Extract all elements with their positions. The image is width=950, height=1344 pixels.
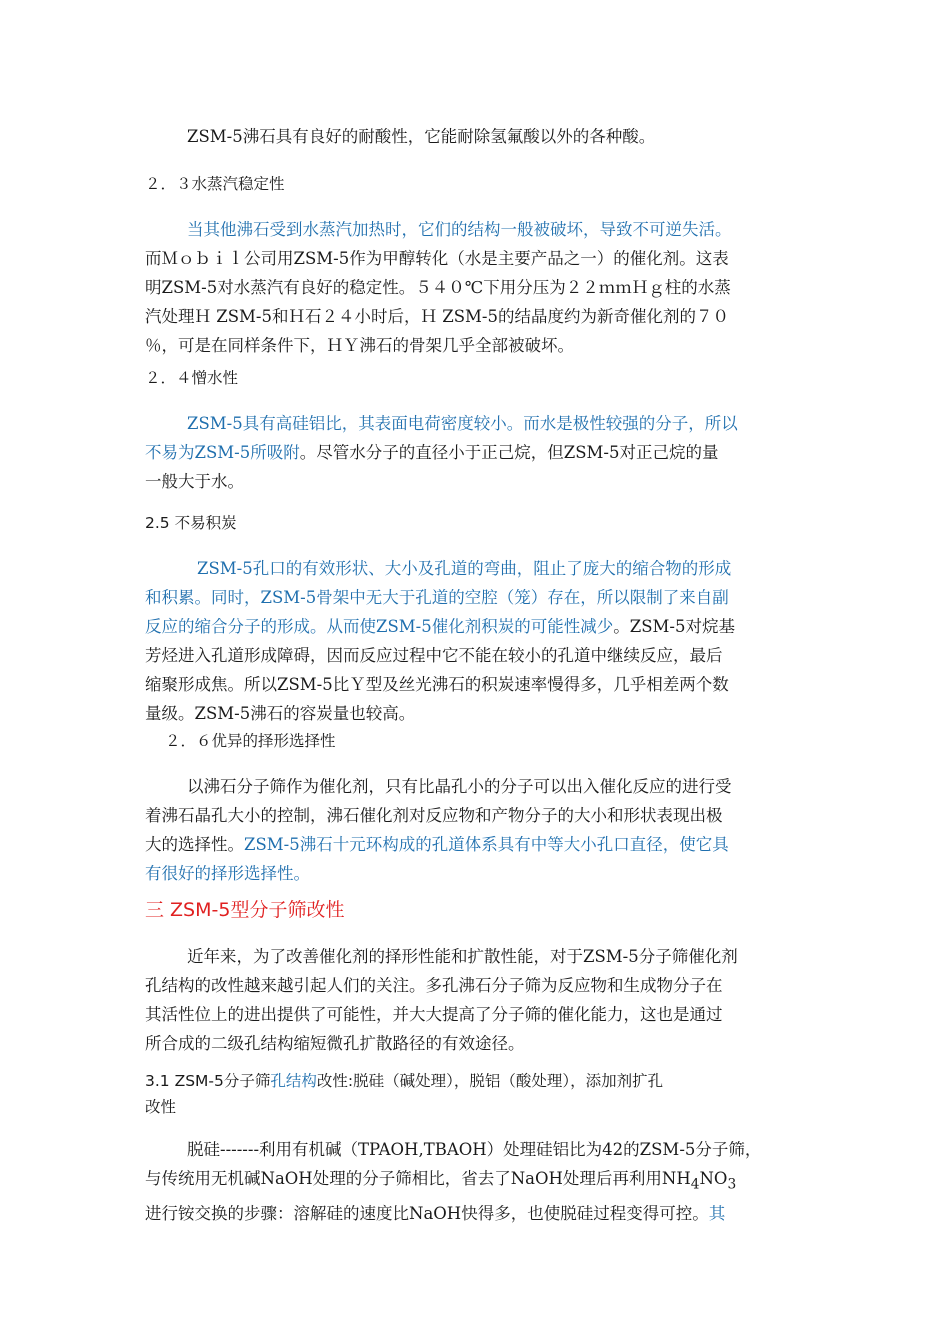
text-highlight: 其 — [708, 1204, 726, 1224]
text-line — [145, 1164, 810, 1199]
text-line: 明ZSM-5对水蒸汽有良好的稳定性。５４０℃下用分压为２２ｍｍＨｇ柱的水蒸 — [145, 278, 731, 297]
text-highlight: 反应的缩合分子的形成。从而使ZSM-5催化剂积炭的可能性减少 — [145, 617, 614, 636]
text-line — [145, 612, 810, 641]
text-highlight: 当其他沸石受到水蒸汽加热时，它们的结构一般被破坏，导致不可逆失活。 — [187, 220, 732, 239]
text-line: 一般大于水。 — [145, 472, 244, 491]
heading-line — [145, 1068, 810, 1094]
text: 。ZSM-5对烷基 — [613, 617, 735, 636]
text: NO — [699, 1169, 728, 1188]
paragraph-acid-resistance — [145, 122, 852, 151]
text: 改性:脱硅（碱处理），脱铝（酸处理），添加剂扩孔 — [316, 1072, 664, 1090]
heading-3-1 — [145, 1068, 810, 1120]
text-line: 汽处理Ｈ ZSM-5和Ｈ石２４小时后，Ｈ ZSM-5的结晶度约为新奇催化剂的７０ — [145, 307, 729, 326]
text-highlight: 孔结构 — [270, 1072, 317, 1090]
heading-2-4: ２．４憎水性 — [145, 369, 239, 387]
text-line: 量级。ZSM-5沸石的容炭量也较高。 — [145, 704, 416, 723]
paragraph-shape-selectivity — [145, 772, 810, 888]
text: 。尽管水分子的直径小于正己烷，但ZSM-5对正己烷的量 — [299, 443, 719, 462]
text-line: 其活性位上的进出提供了可能性，并大大提高了分子筛的催化能力，这也是通过 — [145, 1005, 723, 1024]
paragraph-steam-stability — [145, 215, 810, 360]
text: 3.1 ZSM-5分子筛 — [145, 1072, 271, 1090]
text-line: 缩聚形成焦。所以ZSM-5比Ｙ型及丝光沸石的积炭速率慢得多，几乎相差两个数 — [145, 675, 729, 694]
text-highlight: 不易为ZSM-5所吸附 — [145, 443, 300, 462]
heading-2-5: 2.5 不易积炭 — [145, 514, 237, 532]
text-line: ％，可是在同样条件下，ＨＹ沸石的骨架几乎全部被破坏。 — [145, 336, 574, 355]
subscript: 4 — [690, 1176, 700, 1193]
text-line — [145, 438, 810, 467]
text: 大的选择性。 — [145, 835, 244, 854]
text-line: 近年来，为了改善催化剂的择形性能和扩散性能，对于ZSM-5分子筛催化剂 — [187, 947, 738, 966]
subscript: 3 — [727, 1176, 737, 1193]
text-highlight: ZSM-5具有高硅铝比，其表面电荷密度较小。而水是极性较强的分子，所以 — [187, 414, 738, 433]
heading-2-6: ２．６优异的择形选择性 — [165, 732, 336, 750]
heading-line: 改性 — [145, 1098, 177, 1116]
text: 与传统用无机碱NaOH处理的分子筛相比，省去了NaOH处理后再利用NH — [145, 1169, 691, 1188]
text-line: 脱硅-------利用有机碱（TPAOH,TBAOH）处理硅铝比为42的ZSM-5分子筛， — [187, 1140, 762, 1159]
text-highlight: ZSM-5孔口的有效形状、大小及孔道的弯曲，阻止了庞大的缩合物的形成 — [197, 559, 732, 578]
text-line: 芳烃进入孔道形成障碍，因而反应过程中它不能在较小的孔道中继续反应，最后 — [145, 646, 723, 665]
text-line: 而Ｍｏｂｉｌ公司用ZSM-5作为甲醇转化（水是主要产品之一）的催化剂。这表 — [145, 249, 729, 268]
paragraph-desilication — [145, 1135, 810, 1228]
text-line — [145, 830, 810, 859]
section-heading-3: 三 ZSM-5型分子筛改性 — [145, 899, 345, 921]
text-line: 孔结构的改性越来越引起人们的关注。多孔沸石分子筛为反应物和生成物分子在 — [145, 976, 723, 995]
text-line: 着沸石晶孔大小的控制，沸石催化剂对反应物和产物分子的大小和形状表现出极 — [145, 806, 723, 825]
text-line: 以沸石分子筛作为催化剂，只有比晶孔小的分子可以出入催化反应的进行受 — [187, 777, 732, 796]
text-line: 所合成的二级孔结构缩短微孔扩散路径的有效途径。 — [145, 1034, 525, 1053]
heading-2-3: ２．３水蒸汽稳定性 — [145, 175, 285, 193]
text-highlight: 和积累。同时，ZSM-5骨架中无大于孔道的空腔（笼）存在，所以限制了来自副 — [145, 588, 729, 607]
paragraph-modification — [145, 942, 810, 1058]
text-highlight: ZSM-5沸石十元环构成的孔道体系具有中等大小孔口直径，使它具 — [244, 835, 729, 854]
paragraph-coke-resistance — [145, 554, 810, 728]
text: 进行铵交换的步骤：溶解硅的速度比NaOH快得多，也使脱硅过程变得可控。 — [145, 1204, 709, 1224]
paragraph-hydrophobicity — [145, 409, 810, 496]
text-highlight: 有很好的择形选择性。 — [145, 864, 310, 883]
text-line — [145, 1199, 810, 1228]
text: ZSM-5沸石具有良好的耐酸性，它能耐除氢氟酸以外的各种酸。 — [187, 127, 656, 146]
